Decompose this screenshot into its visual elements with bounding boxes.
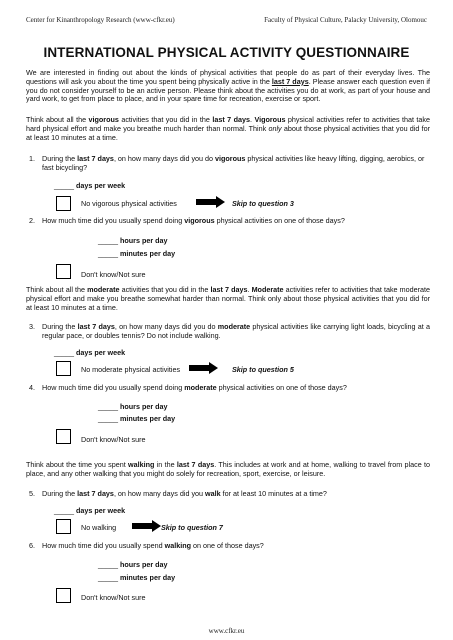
walking-intro: Think about the time you spent walking in the last 7 days. This includes at work and at home, walking to travel from place to place, and any other walking that you might do solely for recreation, sport, exercise, or leisure. [26,460,430,478]
q3-days-field[interactable]: _____ days per week [54,348,126,357]
questionnaire-page: Center for Kinanthropology Research (www-cfkr.eu) Faculty of Physical Culture, Palacky University, Olomouc INTERNATIONAL PHYSICAL ACTIVITY QUESTIONNAIRE We are interested in finding out about the kinds of physical activities that people do as part of their everyday lives. The questions will ask you about the time you spent being physically active in the last 7 days. Please answer each question even if you do not consider yourself to be an active person. Please think about the activities you do at work, as part of your house and yard work, to get from place to place, and in your spare time for recreation, exercise or sport. Think about all the vigorous activities that you did in the last 7 days. Vigorous physical activities refer to activities that take hard physical effort and make you breathe much harder than normal. Think only about those physical activities that you did for at least 10 minutes at a time. 1. During the last 7 days, on how many days did you do vigorous physical activities like heavy lifting, digging, aerobics, or fast bicycling? _____ days per week No vigorous physical activities Skip to question 3 2. How much time did you usually spend doing vigorous physical activities on one of those days? _____ hours per day _____ minutes per day Don't know/Not sure Think about all the moderate activities that you did in the last 7 days. Moderate activities refer to activities that take moderate physical effort and make you breathe somewhat harder than normal. Think only about those physical activities that you did for at least 10 minutes at a time. 3. During the last 7 days, on how many days did you do moderate physical activities like carrying light loads, bicycling at a regular pace, or doubles tennis? Do not include walking. _____ days per week No moderate physical activities Skip to question 5 4. How much time did you usually spend doing moderate physical activities on one of those days? _____ hours per day _____ minutes per day Don't know/Not sure Think about the time you spent walking in the last 7 days. This includes at work and at home, walking to travel from place to place, and any other walking that you might do solely for recreation, sport, exercise, or leisure. 5. During the last 7 days, on how many days did you walk for at least 10 minutes at a time? _____ days per week No walking Skip to question 7 6. How much time did you usually spend walking on one of those days? _____ hours per day _____ minutes per day Don't know/Not sure www.cfkr.eu [0,0,453,640]
q5-none-checkbox[interactable] [56,519,71,534]
q5-skip-instruction: Skip to question 7 [161,523,223,532]
arrow-right-icon [132,520,162,532]
header-left: Center for Kinanthropology Research (www-cfkr.eu) [26,16,175,24]
page-footer: www.cfkr.eu [208,627,245,635]
q3-skip-instruction: Skip to question 5 [232,365,294,374]
intro-paragraph: We are interested in finding out about the kinds of physical activities that people do as part of their everyday lives. The questions will ask you about the time you spent being physically active in the last 7 days. Please answer each question even if you do not consider yourself to be an active person. Please think about the activities you do at work, as part of your house and yard work, to get from place to place, and in your spare time for recreation, exercise or sport. [26,68,430,104]
q2-minutes-field[interactable]: _____ minutes per day [98,249,176,258]
q2-dontknow-checkbox[interactable] [56,264,71,279]
q2-hours-field[interactable]: _____ hours per day [98,236,168,245]
q3-none-checkbox[interactable] [56,361,71,376]
q6-hours-field[interactable]: _____ hours per day [98,560,168,569]
q3-none-label: No moderate physical activities [81,365,181,374]
q4-hours-field[interactable]: _____ hours per day [98,402,168,411]
q4-dontknow-checkbox[interactable] [56,429,71,444]
q1-none-label: No vigorous physical activities [81,199,177,208]
vigorous-intro: Think about all the vigorous activities that you did in the last 7 days. Vigorous physical activities refer to activities that take hard physical effort and make you breathe much harder than normal. Think only about those physical activities that you did for at least 10 minutes at a time. [26,115,431,142]
q4-minutes-field[interactable]: _____ minutes per day [98,414,176,423]
q5-days-field[interactable]: _____ days per week [54,506,126,515]
q6-minutes-field[interactable]: _____ minutes per day [98,573,176,582]
arrow-right-icon [189,362,219,374]
q1-days-field[interactable]: _____ days per week [54,181,126,190]
q1-none-checkbox[interactable] [56,196,71,211]
header-right: Faculty of Physical Culture, Palacky University, Olomouc [264,16,427,24]
arrow-right-icon [196,196,226,208]
q1-skip-instruction: Skip to question 3 [232,199,294,208]
page-title: INTERNATIONAL PHYSICAL ACTIVITY QUESTIONNAIRE [43,45,410,60]
q6-dontknow-label: Don't know/Not sure [81,593,146,602]
moderate-intro: Think about all the moderate activities that you did in the last 7 days. Moderate activities refer to activities that take moderate physical effort and make you breathe somewhat harder than normal. Think only about those physical activities that you did for at least 10 minutes at a time. [26,285,431,312]
q4-dontknow-label: Don't know/Not sure [81,435,146,444]
q6-dontknow-checkbox[interactable] [56,588,71,603]
q5-none-label: No walking [81,523,117,532]
page-header [26,16,427,28]
q2-dontknow-label: Don't know/Not sure [81,270,146,279]
